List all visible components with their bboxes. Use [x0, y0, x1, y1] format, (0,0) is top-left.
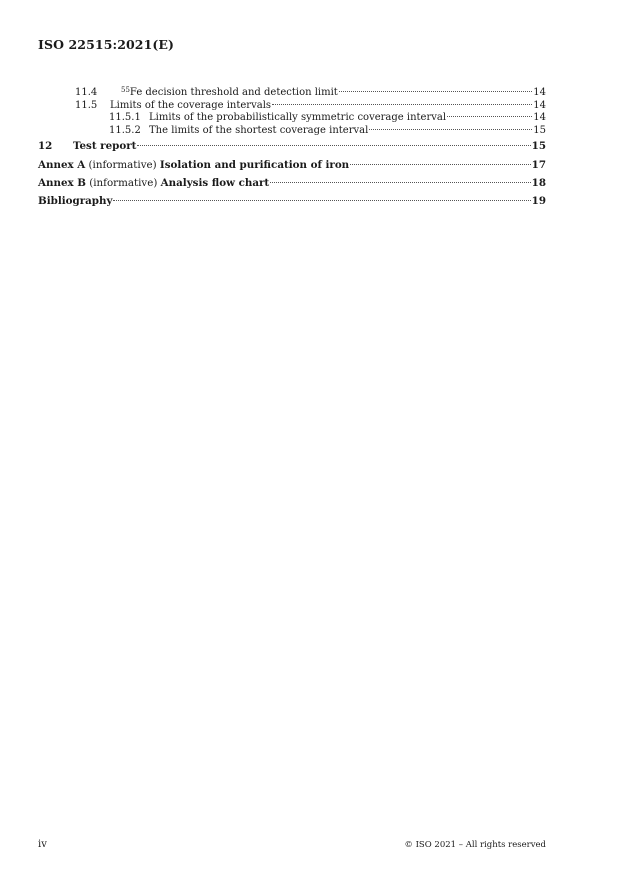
toc-title: Bibliography: [38, 195, 113, 208]
toc-title: Test report: [73, 140, 137, 153]
toc-entry-annex-b[interactable]: [38, 174, 546, 192]
toc-title-superscript: 55: [121, 86, 130, 94]
table-of-contents: [38, 87, 546, 211]
toc-entry-11-5-2[interactable]: [38, 125, 546, 138]
toc-page: 14: [533, 99, 546, 111]
toc-annex-label: Annex B: [38, 176, 86, 189]
toc-page: 18: [531, 176, 546, 189]
toc-page: 14: [533, 87, 546, 98]
toc-title: The limits of the shortest coverage interval: [149, 124, 369, 136]
toc-leader: [113, 200, 530, 201]
toc-page: 17: [531, 158, 546, 171]
document-header: ISO 22515:2021(E): [38, 37, 175, 52]
toc-leader: [270, 182, 530, 183]
toc-title: Limits of the coverage intervals: [110, 99, 272, 111]
toc-entry-bibliography[interactable]: [38, 192, 546, 210]
toc-entry-11-4[interactable]: [38, 87, 546, 100]
toc-title: [38, 174, 269, 192]
toc-page: 19: [531, 195, 546, 208]
toc-leader: [339, 91, 532, 92]
toc-number: 11.5.2: [109, 124, 141, 136]
toc-entry-annex-a[interactable]: [38, 156, 546, 174]
page-number: iv: [38, 839, 47, 850]
toc-leader: [137, 145, 530, 146]
toc-entry-11-5[interactable]: [38, 100, 546, 113]
toc-title: [38, 156, 349, 174]
toc-number: 11.5: [75, 99, 98, 111]
toc-number: 11.4: [75, 87, 98, 98]
toc-annex-title: Analysis flow chart: [160, 176, 270, 189]
toc-leader: [447, 116, 532, 117]
toc-title: Limits of the probabilistically symmetric coverage interval: [149, 112, 447, 124]
toc-annex-note: (informative): [85, 158, 160, 171]
toc-entry-12[interactable]: [38, 137, 546, 155]
toc-annex-label: Annex A: [38, 158, 86, 171]
toc-page: 15: [531, 140, 546, 153]
copyright-notice: © ISO 2021 – All rights reserved: [404, 840, 546, 850]
toc-leader: [272, 104, 532, 105]
toc-page: 15: [533, 124, 546, 136]
toc-annex-title: Isolation and purification of iron: [159, 158, 350, 171]
toc-leader: [350, 164, 530, 165]
toc-title-text: Fe decision threshold and detection limit: [129, 87, 338, 98]
toc-annex-note: (informative): [85, 176, 161, 189]
toc-title: [121, 87, 338, 100]
toc-number: 11.5.1: [109, 112, 141, 124]
toc-leader: [369, 129, 532, 130]
toc-page: 14: [533, 112, 546, 124]
toc-number: 12: [38, 140, 53, 153]
toc-entry-11-5-1[interactable]: [38, 112, 546, 125]
